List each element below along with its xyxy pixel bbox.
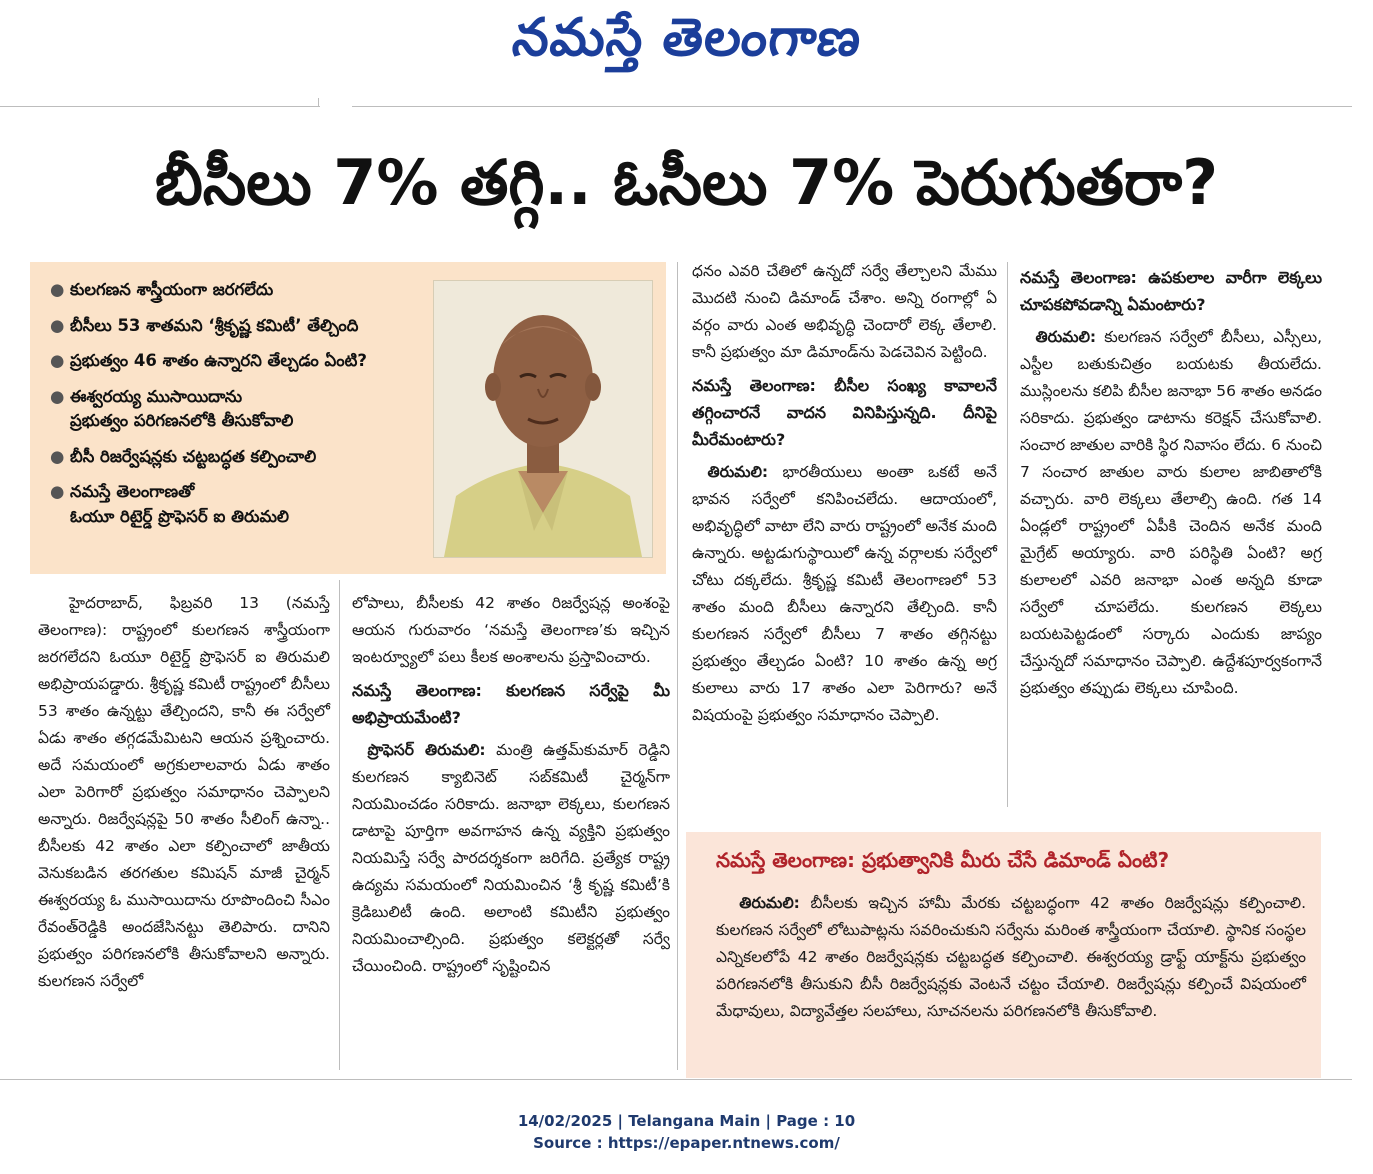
highlight-item [50, 278, 445, 303]
highlight-item [50, 445, 445, 470]
column-divider-3 [1007, 262, 1008, 807]
highlight-text-line2: ప్రభుత్వం పరిగణనలోకి తీసుకోవాలి [70, 411, 294, 430]
highlight-item [50, 480, 445, 529]
bullet-icon: ● [50, 280, 65, 299]
bullet-icon: ● [50, 482, 65, 501]
demand-answer [716, 890, 1306, 1025]
interview-answer [1020, 324, 1322, 702]
interview-question: నమస్తే తెలంగాణ: ఉపకులాల వారీగా లెక్కలు చూపకపోవడాన్ని ఏమంటారు? [1020, 268, 1322, 314]
highlight-text: బీసీలు 53 శాతమని ‘శ్రీకృష్ణ కమిటీ’ తేల్చింది [70, 315, 359, 335]
top-rule-right [352, 106, 1352, 107]
article-body-text: లోపాలు, బీసీలకు 42 శాతం రిజర్వేషన్ల అంశంపై ఆయన గురువారం ‘నమస్తే తెలంగాణ’కు ఇచ్చిన ఇంటర్వ్యూలో పలు కీలక అంశాలను ప్రస్తావించారు. [352, 594, 670, 666]
bottom-rule [0, 1079, 1352, 1080]
highlight-text: బీసీ రిజర్వేషన్లకు చట్టబద్ధత కల్పించాలి [70, 446, 317, 466]
page-footer [0, 1110, 1373, 1154]
footer-source-line: Source : https://epaper.ntnews.com/ [533, 1134, 840, 1152]
highlight-text-line2: ఓయూ రిటైర్డ్ ప్రొఫెసర్ ఐ తిరుమలి [70, 506, 290, 526]
article-column-2 [352, 590, 670, 980]
highlight-item [50, 314, 445, 339]
demand-question: నమస్తే తెలంగాణ: ప్రభుత్వానికి మీరు చేసే డిమాండ్ ఏంటి? [716, 848, 1170, 872]
answer-text: మంత్రి ఉత్తమ్‌కుమార్ రెడ్డిని కులగణన క్యాబినెట్ సబ్‌కమిటీ చైర్మన్‌గా నియమించడం సరికాదు. జనాభా లెక్కలు, కులగణన డాటాపై పూర్తిగా అవగాహన ఉన్న వ్యక్తిని ప్రభుత్వం నియమిస్తే సర్వే పారదర్శకంగా జరిగేది. ప్రత్యేక రాష్ట్ర ఉద్యమ సమయంలో నియమించిన ‘శ్రీ కృష్ణ కమిటీ’కి క్రెడిబులిటీ ఉంది. అలాంటి కమిటీని ప్రభుత్వం నియమించాల్సింది. ప్రభుత్వం కలెక్టర్లతో సర్వే చేయించింది. రాష్ట్రంలో సృష్టించిన [352, 741, 670, 975]
demand-box [686, 832, 1321, 1078]
speaker-label: ప్రొఫెసర్ తిరుమలి: [367, 741, 486, 759]
answer-text: బీసీలకు ఇచ్చిన హామీ మేరకు చట్టబద్ధంగా 42 శాతం రిజర్వేషన్లు కల్పించాలి. కులగణన సర్వేలో లోటుపాట్లను సవరించుకుని సర్వేను మరింత శాస్త్రీయంగా చేయాలి. స్థానిక సంస్థల ఎన్నికలలోపే 42 శాతం రిజర్వేషన్లకు చట్టబద్ధత కల్పించాలి. ఈశ్వరయ్య డ్రాఫ్ట్ యాక్ట్‌ను ప్రభుత్వం పరిగణనలోకి తీసుకుని బీసీ రిజర్వేషన్లకు వెంటనే చట్టం చేయాలి. రిజర్వేషన్లు కల్పించే విషయంలో మేధావులు, విద్యావేత్తల సలహాలు, సూచనలను పరిగణనలోకి తీసుకోవాలి. [716, 894, 1306, 1020]
answer-text: భారతీయులు అంతా ఒకటే అనే భావన సర్వేలో కనిపించలేదు. ఆదాయంలో, అభివృద్ధిలో వాటా లేని వారు రాష్ట్రంలో అనేక మంది ఉన్నారు. అట్టడుగుస్థాయిలో ఉన్న వర్గాలకు సర్వేలో చోటు దక్కలేదు. శ్రీకృష్ణ కమిటీ తెలంగాణలో 53 శాతం మంది బీసీలు ఉన్నారని తేల్చింది. కానీ కులగణన సర్వేలో బీసీలు 7 శాతం తగ్గినట్టు ప్రభుత్వం తేల్చడం ఏంటి? 10 శాతం ఉన్న అగ్ర కులాలు వారు 17 శాతం ఎలా పెరిగారు? అనే విషయంపై ప్రభుత్వం సమాధానం చెప్పాలి. [692, 463, 997, 724]
interview-question: నమస్తే తెలంగాణ: బీసీల సంఖ్య కావాలనే తగ్గించారనే వాదన వినిపిస్తున్నది. దీనిపై మీరేమంటారు? [692, 376, 997, 449]
highlight-item [50, 385, 445, 434]
top-rule-left [0, 106, 320, 107]
highlight-text: కులగణన శాస్త్రీయంగా జరగలేదు [70, 280, 274, 299]
bullet-icon: ● [50, 386, 65, 406]
article-column-3 [692, 258, 997, 729]
highlight-text: ప్రభుత్వం 46 శాతం ఉన్నారని తేల్చడం ఏంటి? [70, 351, 367, 370]
headline: బీసీలు 7% తగ్గి.. ఓసీలు 7% పెరుగుతరా? [154, 146, 1219, 219]
column-divider-2 [677, 262, 678, 1070]
highlight-text: ఈశ్వరయ్య ముసాయిదాను [70, 386, 243, 406]
portrait-illustration [434, 281, 652, 557]
speaker-label: తిరుమలి: [1035, 328, 1097, 346]
masthead-logo: నమస్తే తెలంగాణ [509, 8, 865, 68]
bullet-icon: ● [50, 446, 65, 466]
article-body-text: ధనం ఎవరి చేతిలో ఉన్నదో సర్వే తేల్చాలని మేము మొదటి నుంచి డిమాండ్ చేశాం. అన్ని రంగాల్లో ఏ వర్గం వారు ఎంత అభివృద్ధి చెందారో లెక్క తేలాలి. కానీ ప్రభుత్వం మా డిమాండ్‌ను పెడచెవిన పెట్టింది. [692, 262, 997, 361]
article-column-1 [38, 590, 330, 995]
highlights-box [30, 262, 666, 574]
answer-text: కులగణన సర్వేలో బీసీలు, ఎస్సీలు, ఎస్టీల బతుకుచిత్రం బయటకు తీయలేదు. ముస్లింలను కలిపి బీసీల జనాభా 56 శాతం అనడం సరికాదు. ప్రభుత్వం డాటాను కరెక్షన్ చేసుకోవాలి. సంచార జాతుల వారికి స్థిర నివాసం లేదు. 6 నుంచి 7 సంచార జాతుల వారు కులాల జాబితాలోకి వచ్చారు. వారి లెక్కలు తేలాల్సి ఉంది. గత 14 ఏండ్లలో రాష్ట్రంలో ఏపీకి చెందిన అనేక మంది మైగ్రేట్ అయ్యారు. వారి పరిస్థితి ఏంటి? అగ్ర కులాలలో ఎవరి జనాభా ఎంత అన్నది కూడా సర్వేలో చూపలేదు. కులగణన లెక్కలు బయటపెట్టడంలో సర్కారు ఎందుకు జాప్యం చేస్తున్నదో సమాధానం చెప్పాలి. ఉద్దేశపూర్వకంగానే ప్రభుత్వం తప్పుడు లెక్కలు చూపింది. [1020, 328, 1322, 697]
highlight-text: నమస్తే తెలంగాణతో [70, 482, 195, 501]
portrait-photo [433, 280, 653, 558]
bullet-icon: ● [50, 315, 65, 335]
footer-date-line: 14/02/2025 | Telangana Main | Page : 10 [517, 1112, 856, 1130]
highlights-list [50, 278, 445, 540]
speaker-label: తిరుమలి: [707, 463, 769, 481]
top-rule-tick [318, 98, 319, 107]
article-column-4 [1020, 258, 1322, 702]
column-divider-1 [339, 580, 340, 1070]
interview-answer [692, 459, 997, 729]
speaker-label: తిరుమలి: [739, 894, 800, 912]
article-body-text: హైదరాబాద్, ఫిబ్రవరి 13 (నమస్తే తెలంగాణ): రాష్ట్రంలో కులగణన శాస్త్రీయంగా జరగలేదని ఓయూ రిటైర్డ్ ప్రొఫెసర్ ఐ తిరుమలి అభిప్రాయపడ్డారు. శ్రీకృష్ణ కమిటీ రాష్ట్రంలో బీసీలు 53 శాతం ఉన్నట్టు తేల్చిందని, కానీ ఈ సర్వేలో ఏడు శాతం తగ్గడమేమిటని ఆయన ప్రశ్నించారు. అదే సమయంలో అగ్రకులాలవారు ఏడు శాతం ఎలా పెరిగారో ప్రభుత్వం సమాధానం చెప్పాలని అన్నారు. రిజర్వేషన్లపై 50 శాతం సీలింగ్ ఉన్నా.. బీసీలకు 42 శాతం ఎలా కల్పించాలో జాతీయ వెనుకబడిన తరగతుల కమిషన్ మాజీ చైర్మన్ ఈశ్వరయ్య ఓ ముసాయిదాను రూపొందించి సీఎం రేవంత్‌రెడ్డికి అందజేసినట్టు తెలిపారు. దానిని ప్రభుత్వం పరిగణనలోకి తీసుకోవాలని అన్నారు. కులగణన సర్వేలో [38, 594, 330, 990]
interview-answer [352, 737, 670, 980]
interview-question: నమస్తే తెలంగాణ: కులగణన సర్వేపై మీ అభిప్రాయమేంటి? [352, 681, 670, 727]
bullet-icon: ● [50, 351, 65, 370]
highlight-item [50, 349, 445, 374]
